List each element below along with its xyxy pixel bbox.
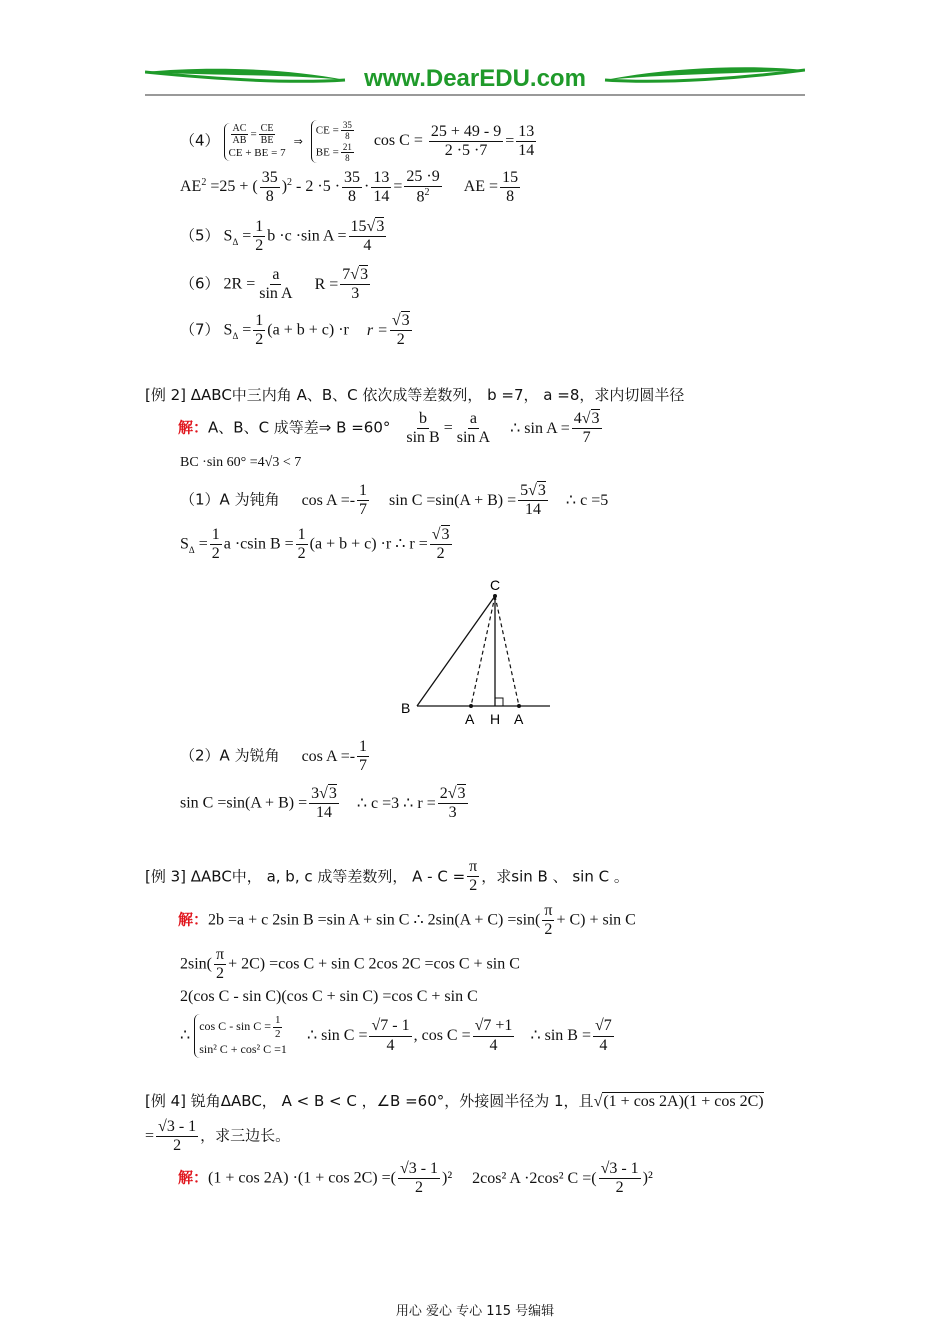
ex3-line3: 2(cos C - sin C)(cos C + sin C) =cos C + sin C	[180, 988, 478, 1005]
ex2-title: [例 2] ΔABC中三内角 A、B、C 依次成等差数列， b =7， a =8，求内切圆半径	[145, 386, 685, 404]
ex2-case1: （1）A 为钝角 cos A =- $\frac{1}{7}$ sin C =sin(A + B) = $\frac{5√3}{14}$ ∴ c =5	[180, 482, 609, 519]
ex3-system: cos C - sin C = $\frac{1}{2}$ sin² C + cos² C =1	[194, 1014, 287, 1058]
triangle-figure	[395, 572, 555, 732]
label-C: C	[490, 577, 501, 593]
ex4-line3: 解：(1 + cos 2A) ·(1 + cos 2C) =( $\frac{√3 - 1}{2}$ )² 2cos² A ·2cos² C =( $\frac{√3 - 1}{2}$ )²	[178, 1160, 653, 1197]
page-footer: 用心 爱心 专心 115 号编辑	[395, 1304, 555, 1319]
header-banner	[145, 62, 805, 96]
ex3-line1: 解：2b =a + c 2sin B =sin A + sin C ∴ 2sin(A + C) =sin( $\frac{\pi}{2}$ + C) + sin C	[178, 902, 636, 939]
ex3-title: [例 3] ΔABC中， a, b, c 成等差数列， A - C = $\frac{\pi}{2}$ ，求sin B 、 sin C 。	[145, 858, 629, 895]
ex2-case1-area: $S_\Delta$ = $\frac{1}{2}$ a ·csin B = $\frac{1}{2}$ (a + b + c) ·r ∴ r = $\frac{√3}{2}$	[180, 526, 450, 563]
site-logo: www.DearEDU.com	[364, 65, 586, 92]
ex3-line2: 2sin( $\frac{\pi}{2}$ + 2C) =cos C + sin C 2cos 2C =cos C + sin C	[180, 946, 520, 983]
label-B: B	[401, 700, 411, 716]
part4-system-result: CE = $\frac{35}{8}$ BE = $\frac{21}{8}$	[311, 120, 356, 163]
label-H: H	[490, 711, 501, 727]
part4-line2: $AE^2 =25$ + ( $\frac{35}{8}$ )$^2$ - 2 ·5 · $\frac{35}{8}$ · $\frac{13}{14}$ = $\frac{25 \cdot 9}{8^2}$ AE = $\frac{15}{8}$	[180, 168, 519, 206]
ex2-case2: （2）A 为锐角 cos A =- $\frac{1}{7}$	[180, 738, 368, 775]
ex4-line2: = $\frac{√3 - 1}{2}$ ，求三边长。	[145, 1118, 291, 1155]
ex3-line4: ∴ cos C - sin C = $\frac{1}{2}$ sin² C + cos² C =1 ∴ sin C = $\frac{√7 - 1}{4}$ , cos C = $\frac{√7 +1}{4}$ ∴ sin B = $\frac{√7}{4}$	[180, 1014, 612, 1057]
part4-system: $\frac{AC}{AB}$ = $\frac{CE}{BE}$ CE + BE = 7	[224, 123, 286, 161]
right-angle-mark	[495, 698, 503, 706]
ex4-title: [例 4] 锐角ΔABC， A < B < C ，∠B =60°，外接圆半径为 1，且√(1 + cos 2A)(1 + cos 2C)	[145, 1092, 764, 1110]
part6-line: （6） 2R = $\frac{a}{\text{sin A}}$ R = $\frac{7√3}{3}$	[180, 266, 369, 303]
label-A2: A	[514, 711, 524, 727]
ex2-case2-result: sin C =sin(A + B) = $\frac{3√3}{14}$ ∴ c =3 ∴ r = $\frac{2√3}{3}$	[180, 785, 466, 822]
dashed-CA2	[495, 596, 519, 706]
ex2-line1: 解：A、B、C 成等差⇒ B =60° $\frac{b}{\text{sin B}}$ = $\frac{a}{\text{sin A}}$ ∴ sin A = $\frac{4√3}{7}$	[178, 410, 600, 447]
label-A1: A	[465, 711, 475, 727]
part7-line: （7） $S_\Delta$ = $\frac{1}{2}$ (a + b + c) ·r r = $\frac{√3}{2}$	[180, 312, 410, 349]
part5-line: （5） $S_\Delta$ = $\frac{1}{2}$ b ·c ·sin A = $\frac{15√3}{4}$	[180, 218, 385, 255]
ex2-line2: BC ·sin 60° =4√3 < 7	[180, 455, 302, 470]
part4-line1: （4） $\frac{AC}{AB}$ = $\frac{CE}{BE}$ CE + BE = 7 ⇒ CE = $\frac{35}{8}$ BE = $\frac{21}{8}$ cos C = $\frac{25 + 49 - 9}{2 \cdot 5 \cdot 7}$ = $\frac{13}{14}$	[180, 120, 535, 164]
